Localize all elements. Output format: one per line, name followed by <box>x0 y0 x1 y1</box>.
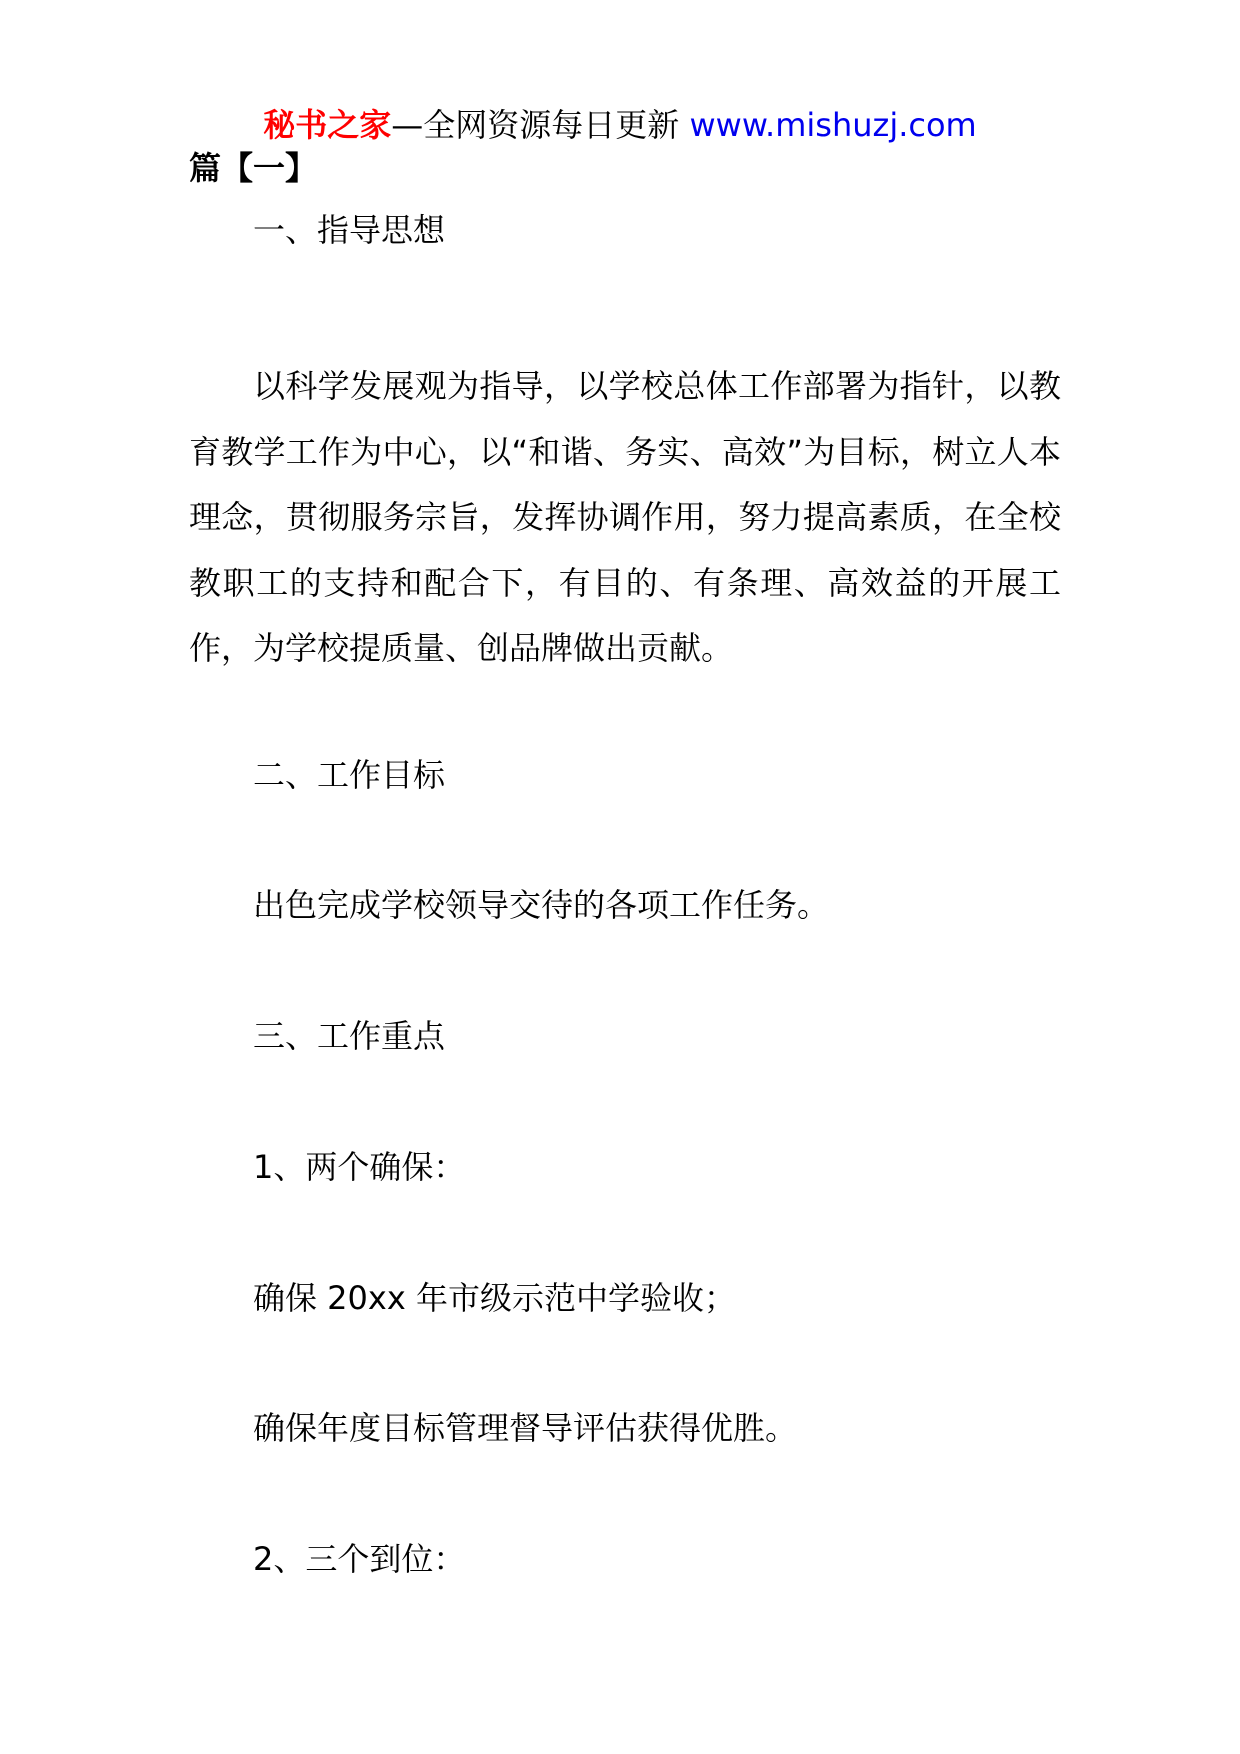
section-heading-work-goals: 二、工作目标 <box>253 756 446 794</box>
header-dash: — <box>391 106 424 144</box>
paragraph-work-goals: 出色完成学校领导交待的各项工作任务。 <box>253 886 830 924</box>
list-subitem-demo-school-acceptance: 确保 20xx 年市级示范中学验收； <box>253 1279 736 1317</box>
header-tagline: 全网资源每日更新 <box>423 106 690 144</box>
document-header <box>0 103 1240 147</box>
paragraph-guiding-ideology: 以科学发展观为指导，以学校总体工作部署为指针，以教育教学工作为中心，以“和谐、务实、高效”为目标，树立人本理念，贯彻服务宗旨，发挥协调作用，努力提高素质，在全校教职工的支持和配合下，有目的、有条理、高效益的开展工作，为学校提质量、创品牌做出贡献。 <box>189 367 1061 667</box>
list-item-two-ensures: 1、两个确保： <box>253 1148 466 1186</box>
list-item-three-in-place: 2、三个到位： <box>253 1540 466 1578</box>
page-number-label: 篇【一】 <box>189 149 318 187</box>
brand-name: 秘书之家 <box>263 106 392 144</box>
section-heading-guiding-ideology: 一、指导思想 <box>253 211 446 249</box>
list-subitem-annual-evaluation: 确保年度目标管理督导评估获得优胜。 <box>253 1409 798 1447</box>
section-heading-work-focus: 三、工作重点 <box>253 1017 446 1055</box>
header-url-link[interactable]: www.mishuzj.com <box>689 106 977 144</box>
